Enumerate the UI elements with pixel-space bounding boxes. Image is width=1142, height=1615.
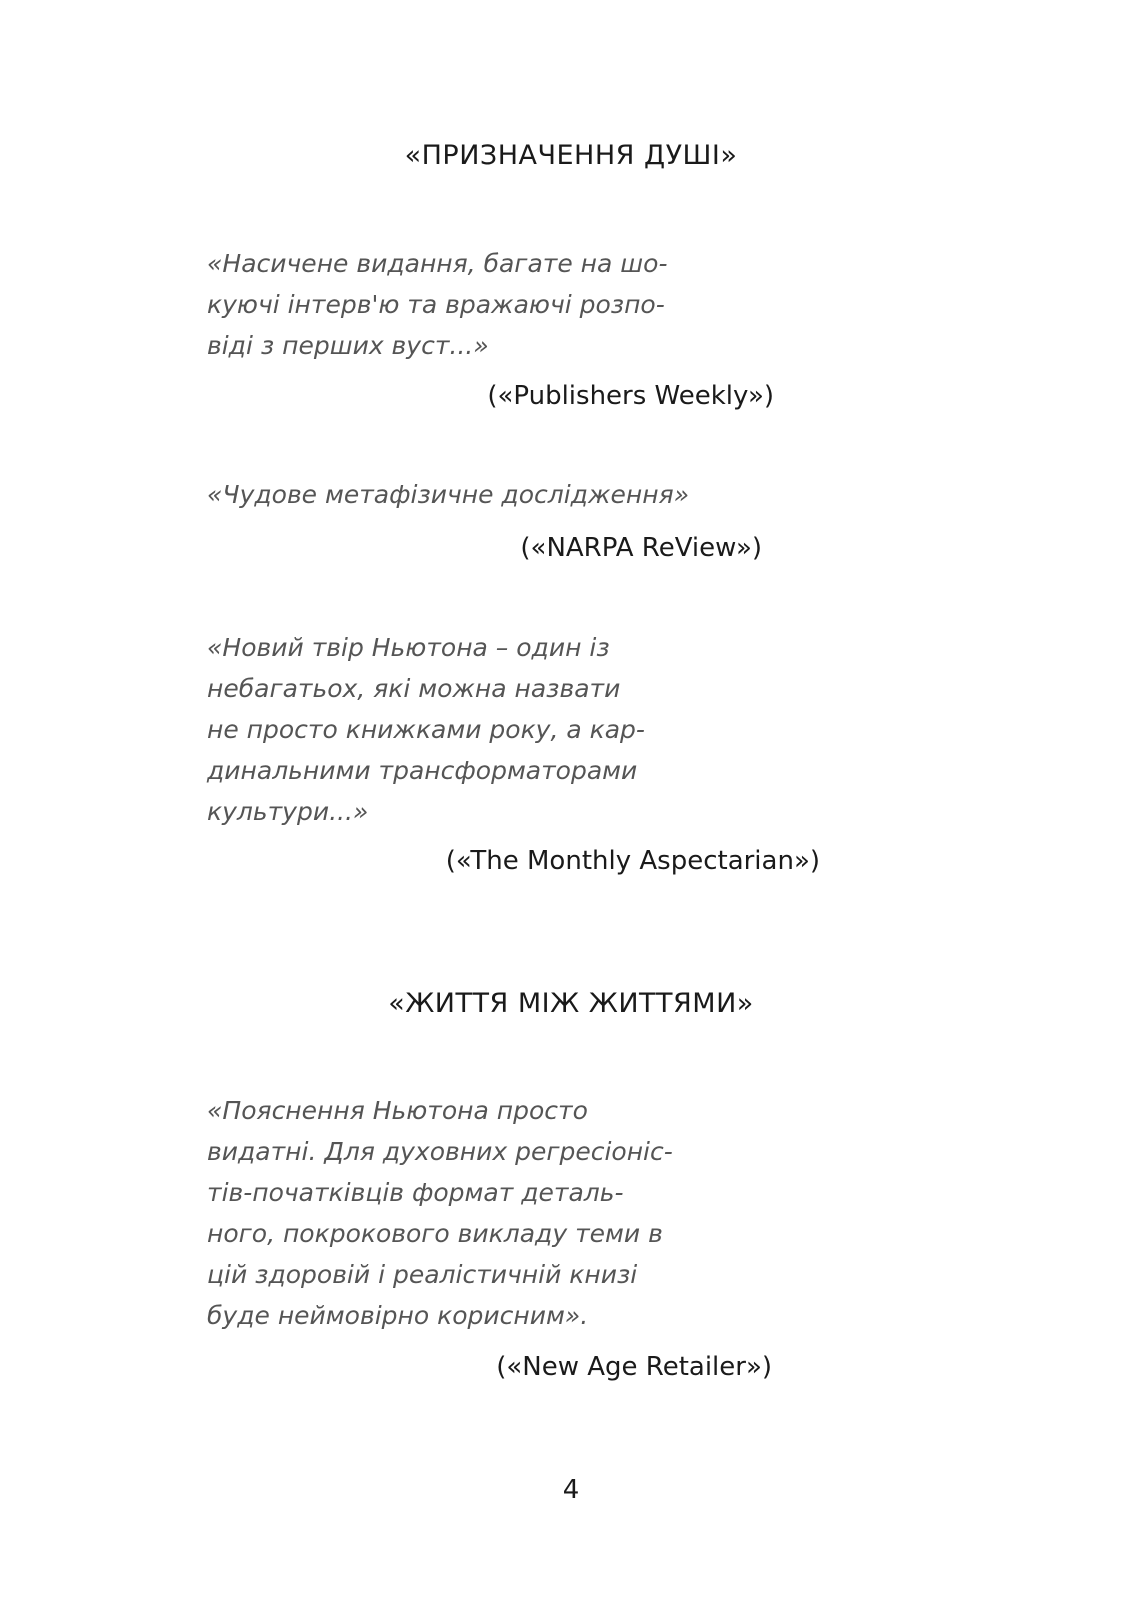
review-source: («New Age Retailer») xyxy=(496,1352,772,1382)
quote-line: «Пояснення Ньютона просто xyxy=(207,1096,588,1125)
review-source: («The Monthly Aspectarian») xyxy=(445,846,820,876)
review-quote xyxy=(207,627,645,832)
quote-line: динальними трансформаторами xyxy=(207,756,638,785)
quote-line: видатні. Для духовних регресіоніс- xyxy=(207,1137,673,1166)
quote-line: тів-початківців формат деталь- xyxy=(207,1178,624,1207)
review-source: («Publishers Weekly») xyxy=(487,381,774,411)
quote-line: цій здоровій і реалістичній книзі xyxy=(207,1260,638,1289)
review-quote xyxy=(207,474,689,515)
quote-line: ного, покрокового викладу теми в xyxy=(207,1219,663,1248)
quote-line: небагатьох, які можна назвати xyxy=(207,674,621,703)
page-number: 4 xyxy=(562,1475,580,1505)
review-quote xyxy=(207,1090,673,1336)
quote-line: культури...» xyxy=(207,797,369,826)
quote-line: «Чудове метафізичне дослідження» xyxy=(207,480,690,509)
quote-line: куючі інтерв'ю та вражаючі розпо- xyxy=(207,290,665,319)
review-quote xyxy=(207,243,667,366)
quote-line: «Новий твір Ньютона – один із xyxy=(207,633,610,662)
quote-line: буде неймовірно корисним». xyxy=(207,1301,589,1330)
quote-line: «Насичене видання, багате на шо- xyxy=(207,249,668,278)
section-title: «ПРИЗНАЧЕННЯ ДУШІ» xyxy=(404,140,738,171)
section-title: «ЖИТТЯ МІЖ ЖИТТЯМИ» xyxy=(388,988,754,1019)
quote-line: віді з перших вуст...» xyxy=(207,331,489,360)
review-source: («NARPA ReView») xyxy=(520,533,762,563)
quote-line: не просто книжками року, а кар- xyxy=(207,715,645,744)
